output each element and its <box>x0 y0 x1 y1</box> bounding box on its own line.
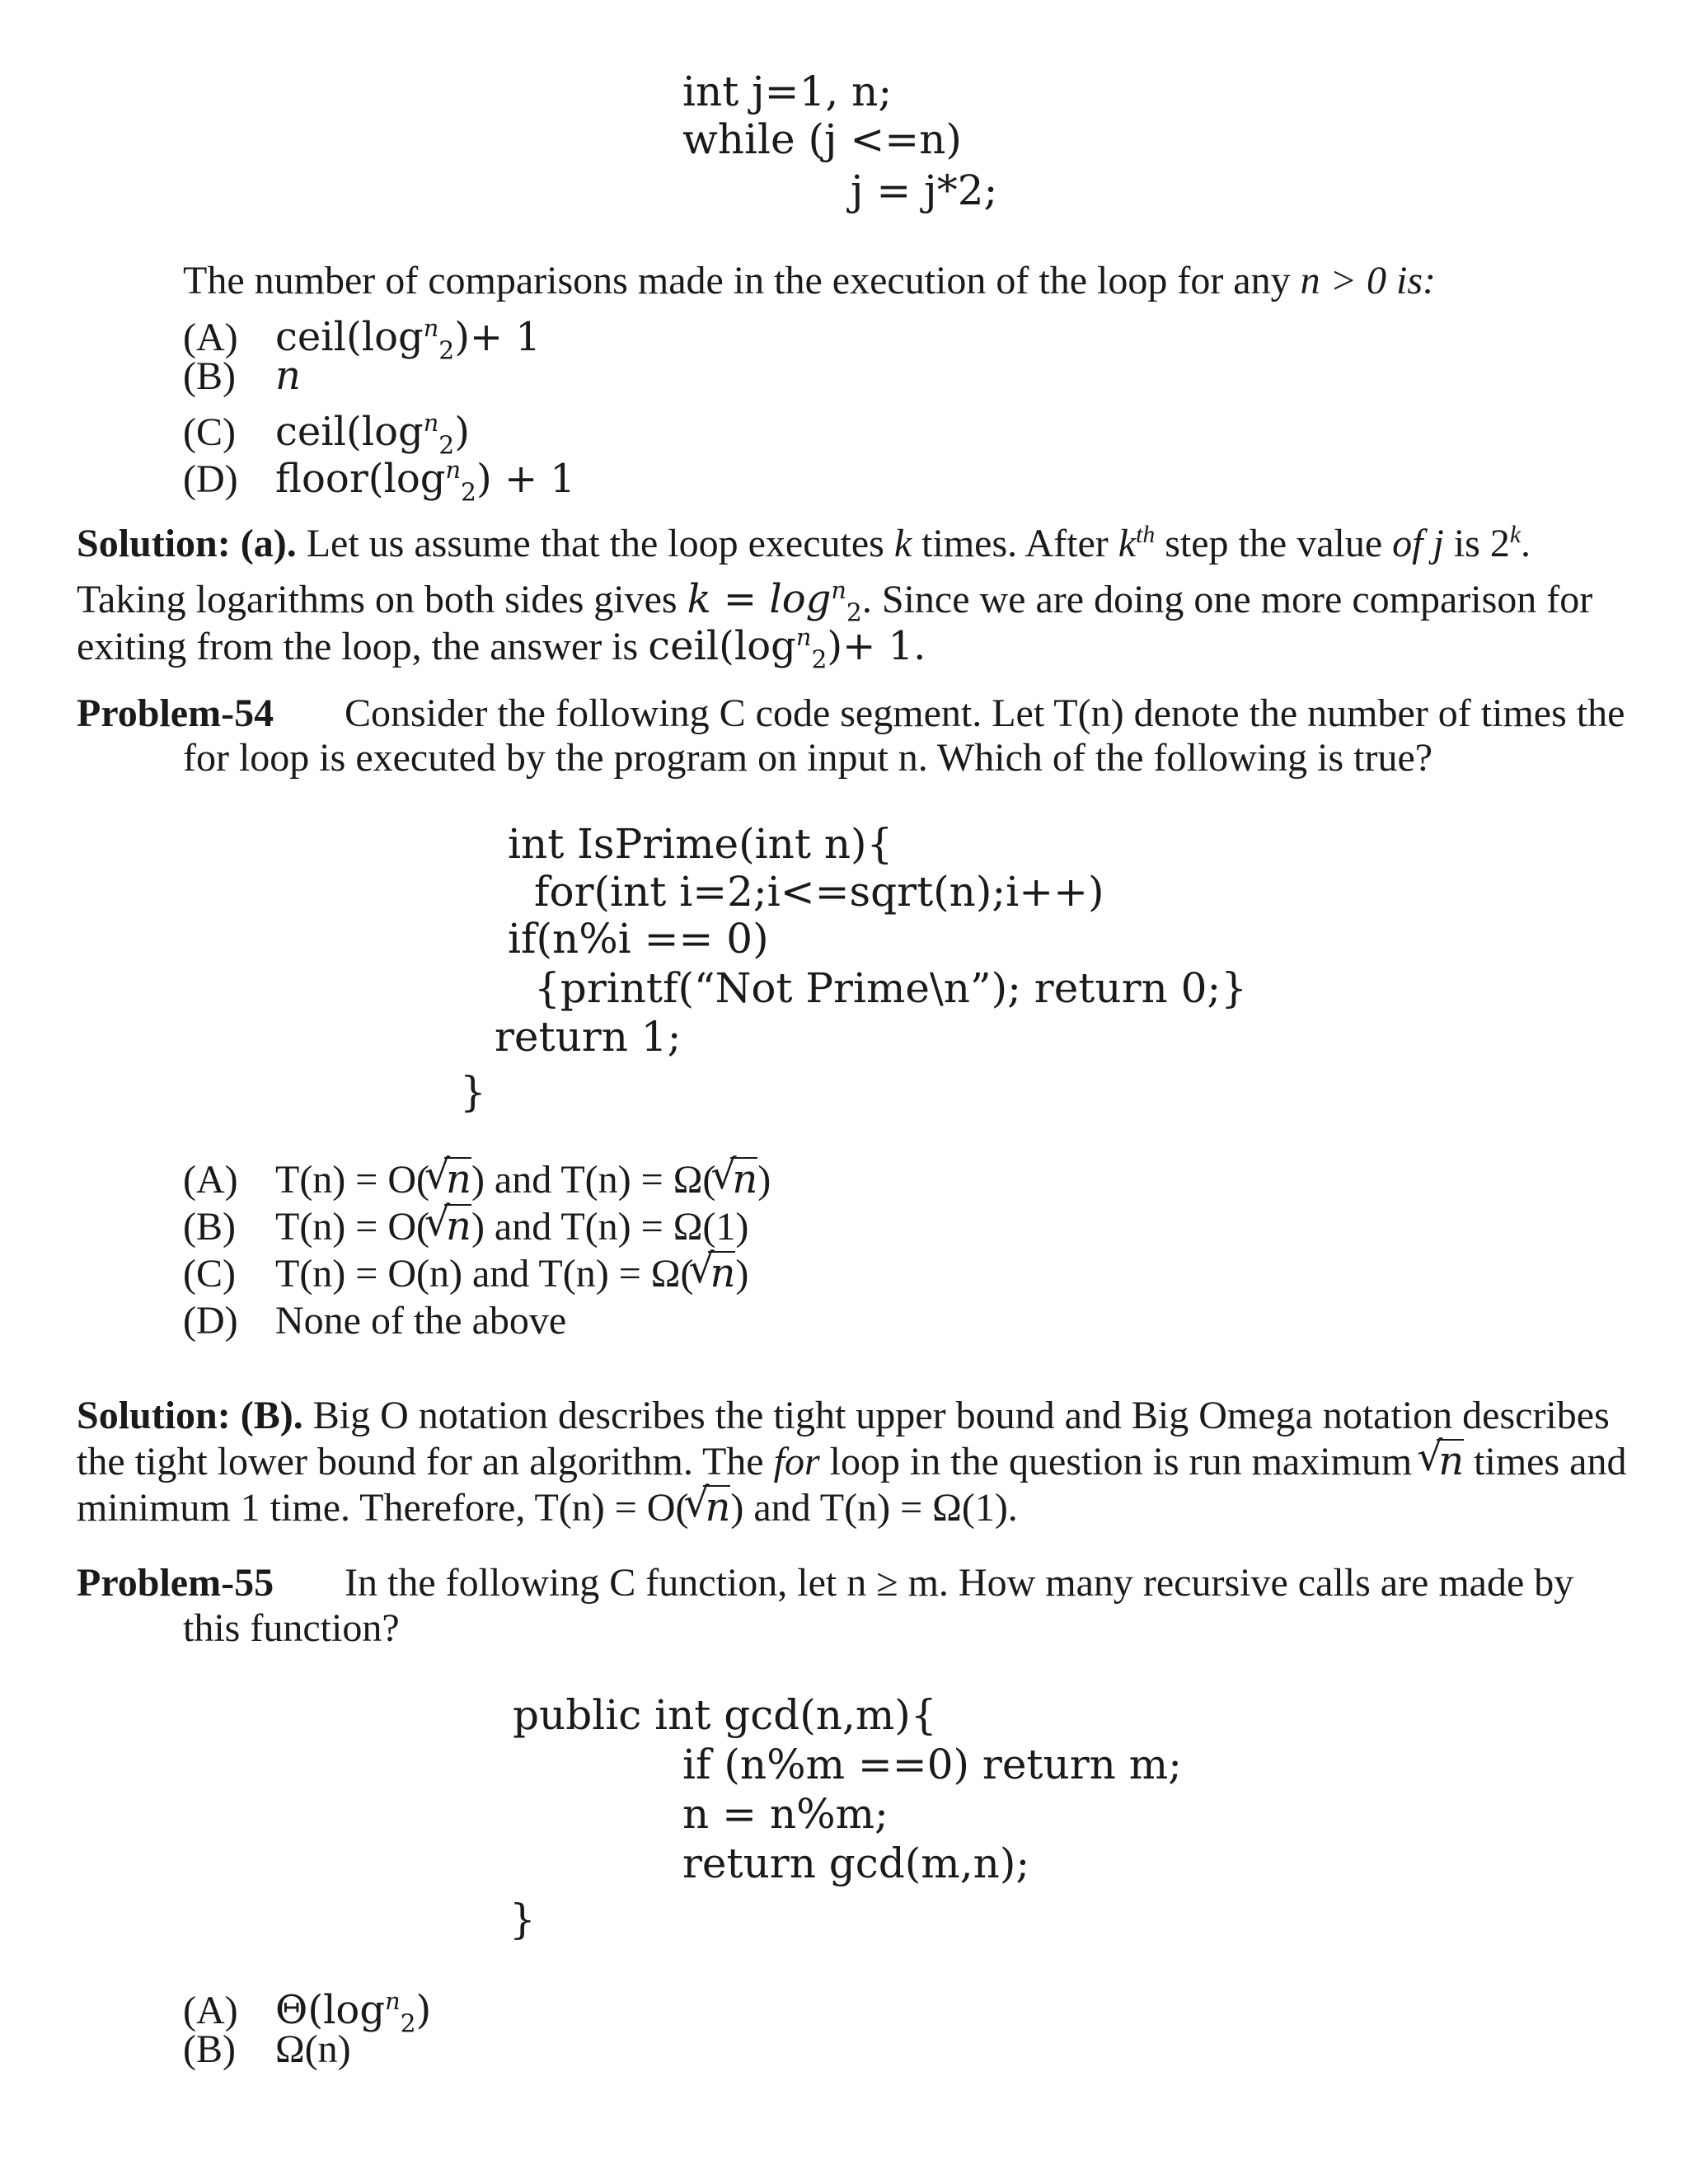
option-label: (C) <box>183 1252 236 1296</box>
option-b <box>183 353 301 400</box>
solution-line <box>77 1439 1626 1485</box>
code-line: n = n%m; <box>682 1790 889 1838</box>
problem-54-line: for loop is executed by the program on input n. Which of the following is true? <box>183 736 1433 780</box>
option-label: (A) <box>183 1158 238 1202</box>
option-b <box>183 2026 351 2073</box>
code-line: if (n%m ==0) return m; <box>682 1741 1182 1788</box>
solution-text: Let us assume that the loop executes <box>306 522 884 565</box>
sqrt-symbol: √ n <box>444 1204 471 1248</box>
sqrt-symbol: √ n <box>730 1157 757 1201</box>
code-line: return gcd(m,n); <box>682 1840 1030 1887</box>
option-text: T(n) = O(n) and T(n) = Ω( <box>275 1252 694 1296</box>
log-arg: n <box>385 1987 401 2015</box>
log-arg: n <box>445 456 462 484</box>
problem-title: Problem-55 <box>77 1561 274 1605</box>
option-label: (B) <box>183 354 236 398</box>
log-base: 2 <box>846 598 862 628</box>
solution-heading: Solution: (a). <box>77 522 297 565</box>
option-text: n <box>275 353 301 399</box>
solution-line <box>77 1393 1610 1439</box>
solution-heading: Solution: (B). <box>77 1394 303 1437</box>
option-label: (B) <box>183 2027 236 2071</box>
code-line: public int gcd(n,m){ <box>513 1691 937 1739</box>
problem-55-line: this function? <box>183 1606 400 1650</box>
solution-math: )+ 1. <box>827 623 926 669</box>
code-line: while (j <=n) <box>682 115 962 163</box>
solution-text: ) and T(n) = Ω(1). <box>730 1486 1018 1530</box>
solution-text: exiting from the loop, the answer is <box>77 625 639 668</box>
question-stem <box>183 258 1436 304</box>
code-line: } <box>460 1068 486 1116</box>
solution-53 <box>77 521 1611 567</box>
option-label: (C) <box>183 410 236 454</box>
option-text: ) and T(n) = Ω(1) <box>471 1205 749 1249</box>
solution-text: is 2$^k$. <box>1453 521 1531 565</box>
solution-line <box>77 521 1611 567</box>
option-text: floor(log <box>275 456 446 502</box>
solution-math: k = log <box>687 576 832 622</box>
option-tail: ) <box>415 1987 432 2033</box>
solution-text: minimum 1 time. Therefore, T(n) = O( <box>77 1486 689 1530</box>
log-arg: n <box>423 314 439 342</box>
sqrt-symbol: √ n <box>444 1157 471 1201</box>
option-label: (A) <box>183 1989 238 2032</box>
solution-text: the tight lower bound for an algorithm. The <box>77 1440 764 1483</box>
option-c <box>183 1250 748 1297</box>
problem-title: Problem-54 <box>77 691 274 735</box>
solution-var: for <box>773 1440 820 1483</box>
code-line: j = j*2; <box>851 166 998 214</box>
log-arg: n <box>831 576 846 604</box>
option-text: None of the above <box>275 1299 567 1343</box>
solution-text: times. After <box>921 522 1109 565</box>
option-text: Ω(n) <box>275 2027 351 2071</box>
option-a <box>183 1156 771 1203</box>
option-label: (D) <box>183 457 238 501</box>
code-line: if(n%i == 0) <box>508 915 769 963</box>
log-base: 2 <box>438 336 455 366</box>
log-base: 2 <box>400 2009 416 2039</box>
code-line: {printf(“Not Prime\n”); return 0;} <box>534 964 1248 1012</box>
code-line: for(int i=2;i<=sqrt(n);i++) <box>534 868 1104 916</box>
solution-text: Big O notation describes the tight upper bound and Big Omega notation describes <box>312 1394 1610 1437</box>
option-tail: ) + 1 <box>476 456 575 502</box>
sqrt-symbol: √ n <box>708 1251 735 1295</box>
option-text: ) <box>735 1252 749 1296</box>
solution-text: times and <box>1474 1440 1627 1483</box>
code-line: } <box>509 1896 536 1943</box>
option-text: ceil(log <box>275 409 424 455</box>
problem-text: In the following C function, let n ≥ m. How many recursive calls are made by <box>345 1561 1574 1605</box>
solution-line <box>77 1485 1018 1531</box>
sqrt-symbol: √ n <box>1437 1439 1464 1483</box>
log-arg: n <box>795 623 812 651</box>
log-arg: n <box>423 409 439 437</box>
stem-text: The number of comparisons made in the execution of the loop for any <box>183 259 1291 302</box>
stem-condition: n > 0 is: <box>1300 259 1436 302</box>
option-tail: ) <box>454 409 470 455</box>
problem-55-line <box>77 1560 1573 1606</box>
solution-var: k <box>893 522 912 565</box>
solution-var: $k^{th}$ <box>1118 521 1156 565</box>
option-text: T(n) = O( <box>275 1158 430 1202</box>
option-label: (A) <box>183 316 238 359</box>
log-base: 2 <box>461 478 476 508</box>
solution-text: . Since we are doing one more comparison for <box>861 578 1593 621</box>
option-text: Θ(log <box>275 1987 386 2033</box>
option-d <box>183 1297 566 1344</box>
log-base: 2 <box>438 431 455 461</box>
solution-math: ceil(log <box>648 623 796 669</box>
problem-54-line <box>77 691 1625 737</box>
option-text: ) and T(n) = Ω( <box>471 1158 716 1202</box>
code-line: int IsPrime(int n){ <box>508 820 893 868</box>
option-label: (D) <box>183 1299 238 1343</box>
log-base: 2 <box>811 645 828 675</box>
option-text: T(n) = O( <box>275 1205 430 1249</box>
solution-var: of j <box>1392 522 1444 565</box>
solution-line <box>77 614 926 675</box>
sqrt-symbol: √ n <box>703 1485 730 1529</box>
option-tail: )+ 1 <box>454 314 541 360</box>
option-text: ceil(log <box>275 314 424 360</box>
option-label: (B) <box>183 1205 236 1249</box>
solution-text: Taking logarithms on both sides gives <box>77 578 678 621</box>
option-text: ) <box>757 1158 771 1202</box>
problem-text: Consider the following C code segment. Let T(n) denote the number of times the <box>345 691 1625 735</box>
code-line: int j=1, n; <box>682 68 893 115</box>
code-line: return 1; <box>495 1013 682 1061</box>
option-d <box>183 447 575 508</box>
solution-text: step the value <box>1165 522 1383 565</box>
option-b <box>183 1203 748 1250</box>
solution-text: loop in the question is run maximum <box>829 1440 1413 1483</box>
